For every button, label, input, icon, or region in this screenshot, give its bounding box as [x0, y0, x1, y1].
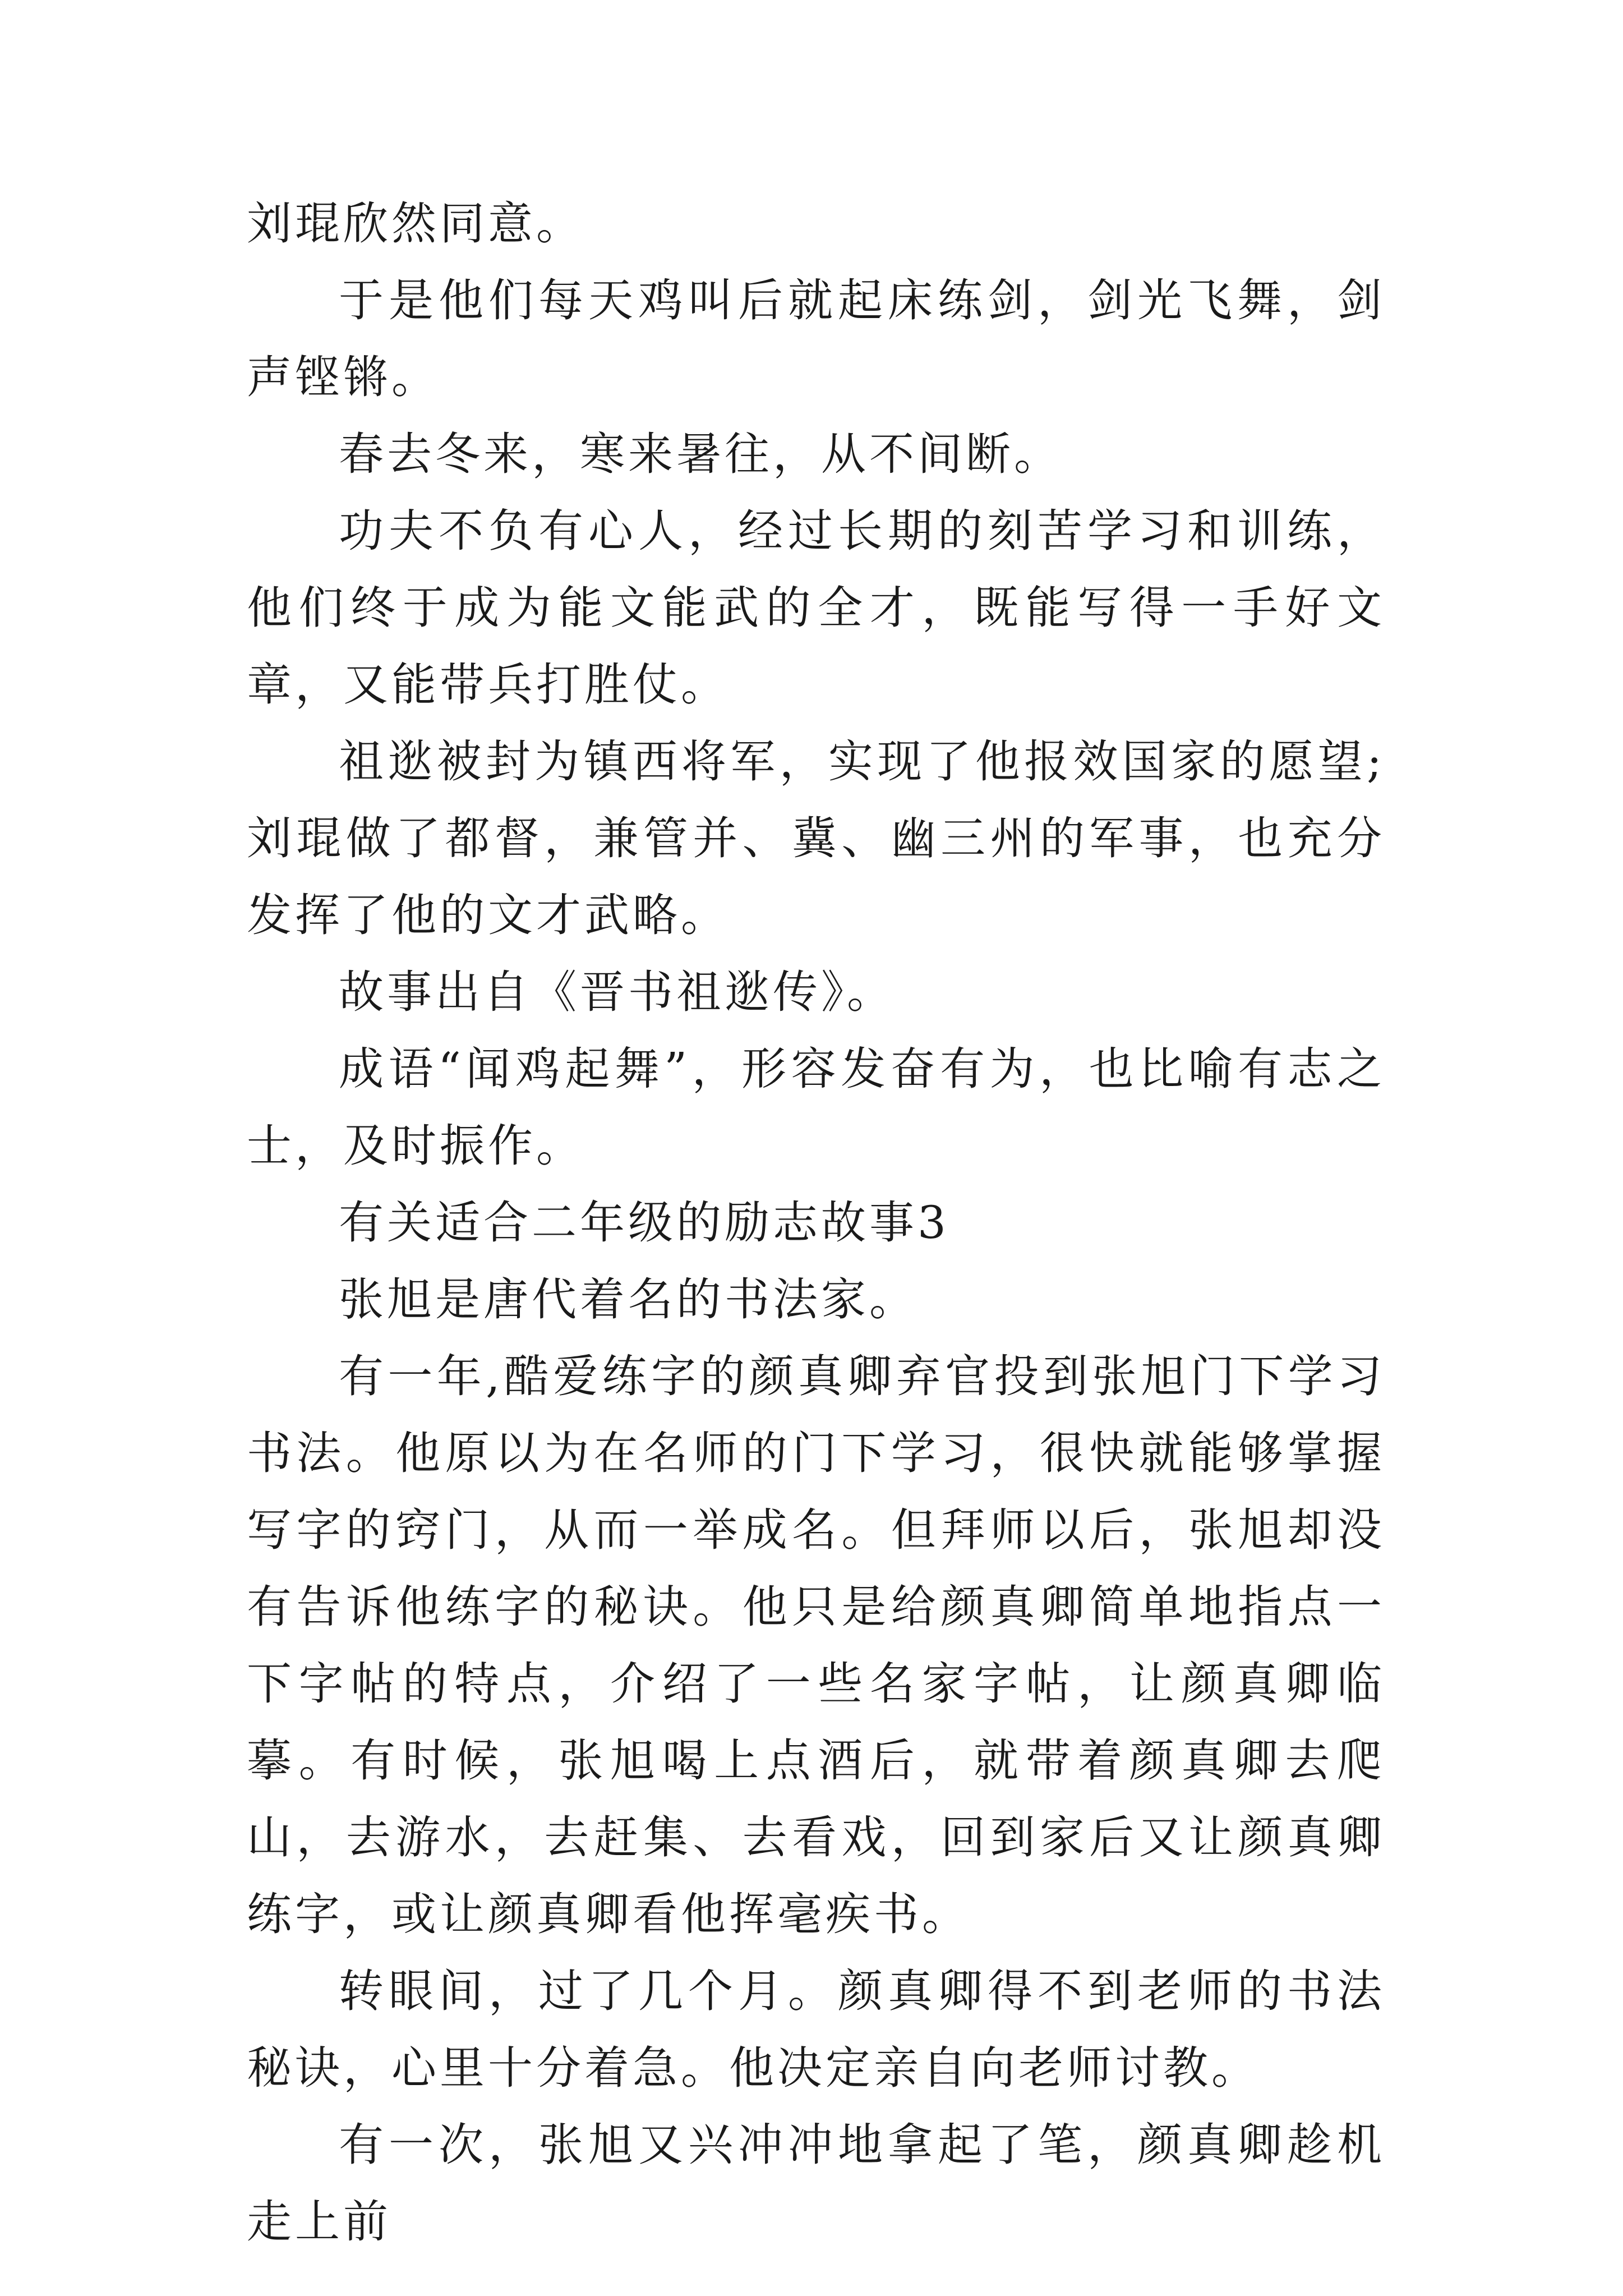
- paragraph-6: 故事出自《晋书祖逖传》。: [339, 966, 895, 1018]
- paragraph-12: 有一次，张旭又兴冲冲地拿起了笔，颜真卿趁机走上前: [247, 2119, 1385, 2248]
- paragraph-1: 刘琨欣然同意。: [247, 197, 584, 250]
- paragraph-11: 转眼间，过了几个月。颜真卿得不到老师的书法秘诀，心里十分着急。他决定亲自向老师讨教。: [247, 1965, 1385, 2094]
- paragraph-7: 成语“闻鸡起舞”，形容发奋有为，也比喻有志之士，及时振作。: [247, 1043, 1385, 1172]
- document-body: [247, 185, 1385, 2260]
- paragraph-3: 春去冬来，寒来暑往，从不间断。: [339, 428, 1062, 480]
- paragraph-9: 张旭是唐代着名的书法家。: [339, 1273, 917, 1326]
- paragraph-4: 功夫不负有心人，经过长期的刻苦学习和训练，他们终于成为能文能武的全才，既能写得一手好文章，又能带兵打胜仗。: [247, 505, 1385, 711]
- paragraph-10: 有一年,酷爱练字的颜真卿弃官投到张旭门下学习书法。他原以为在名师的门下学习，很快就能够掌握写字的窍门，从而一举成名。但拜师以后，张旭却没有告诉他练字的秘诀。他只是给颜真卿简单地指点一下字帖的特点，介绍了一些名家字帖，让颜真卿临摹。有时候，张旭喝上点酒后，就带着颜真卿去爬山，去游水，去赶集、去看戏，回到家后又让颜真卿练字，或让颜真卿看他挥毫疾书。: [247, 1350, 1385, 1940]
- paragraph-5: 祖逖被封为镇西将军，实现了他报效国家的愿望;刘琨做了都督，兼管并、冀、幽三州的军事，也充分发挥了他的文才武略。: [247, 735, 1385, 941]
- paragraph-2: 于是他们每天鸡叫后就起床练剑，剑光飞舞，剑声铿锵。: [247, 274, 1385, 403]
- section-heading: 有关适合二年级的励志故事3: [339, 1197, 949, 1249]
